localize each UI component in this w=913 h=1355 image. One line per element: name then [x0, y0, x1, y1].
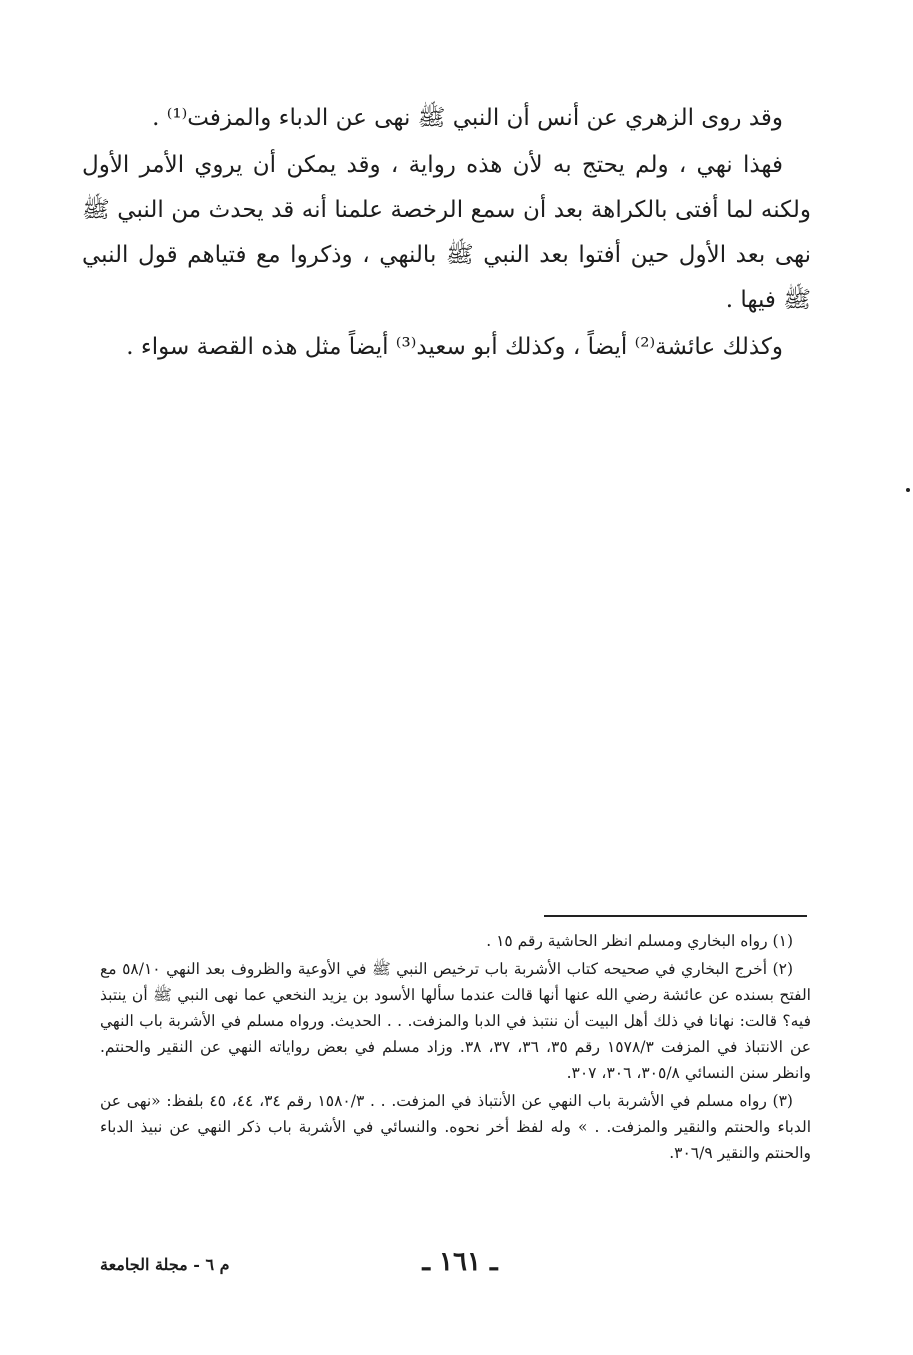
margin-dot — [906, 488, 910, 492]
paragraph-1: وقد روى الزهري عن أنس أن النبي ﷺ نهى عن الدباء والمزفت⁽¹⁾ . — [152, 105, 783, 131]
footnote-separator — [544, 915, 807, 917]
footnotes — [100, 928, 811, 1168]
page-number: ـ ١٦١ ـ — [422, 1247, 498, 1277]
main-text — [82, 96, 811, 372]
paragraph-2: فهذا نهي ، ولم يحتج به لأن هذه رواية ، وقد يمكن أن يروي الأمر الأول ولكنه لما أفتى بالكراهة بعد أن سمع الرخصة علمنا أنه قد يحدث من النبي ﷺ نهى بعد الأول حين أفتوا بعد النبي ﷺ بالنهي ، وذكروا مع فتياهم قول النبي ﷺ فيها . — [82, 152, 811, 313]
footnote-1: (١) رواه البخاري ومسلم انظر الحاشية رقم ١٥ . — [486, 932, 793, 950]
footnote-2: (٢) أخرج البخاري في صحيحه كتاب الأشربة باب ترخيص النبي ﷺ في الأوعية والظروف بعد النهي ٥٨/١٠ مع الفتح بسنده عن عائشة رضي الله عنها أنها قالت عندما سألها الأسود بن يزيد النخعي عما نهى النبي ﷺ أن ينتبذ فيه؟ قالت: نهانا في ذلك أهل البيت أن ننتبذ في الدبا والمزفت. . . الحديث. ورواه مسلم في الأشربة باب النهي عن الانتباذ في المزفت ١٥٧٨/٣ رقم ٣٥، ٣٦، ٣٧، ٣٨. وزاد مسلم في بعض رواياته النهي عن النقير والحنتم. وانظر سنن النسائي ٣٠٥/٨، ٣٠٦، ٣٠٧. — [100, 960, 812, 1082]
journal-footer: م ٦ - مجلة الجامعة — [100, 1255, 230, 1274]
footnote-3: (٣) رواه مسلم في الأشربة باب النهي عن الأنتباذ في المزفت. . . ١٥٨٠/٣ رقم ٣٤، ٤٤، ٤٥ بلفظ: «نهى عن الدباء والحنتم والنقير والمزفت. . » وله لفظ أخر نحوه. والنسائي في الأشربة باب ذكر النهي عن نبيذ الدباء والحنتم والنقير ٣٠٦/٩. — [100, 1092, 811, 1162]
paragraph-3: وكذلك عائشة⁽²⁾ أيضاً ، وكذلك أبو سعيد⁽³⁾ أيضاً مثل هذه القصة سواء . — [126, 334, 783, 360]
